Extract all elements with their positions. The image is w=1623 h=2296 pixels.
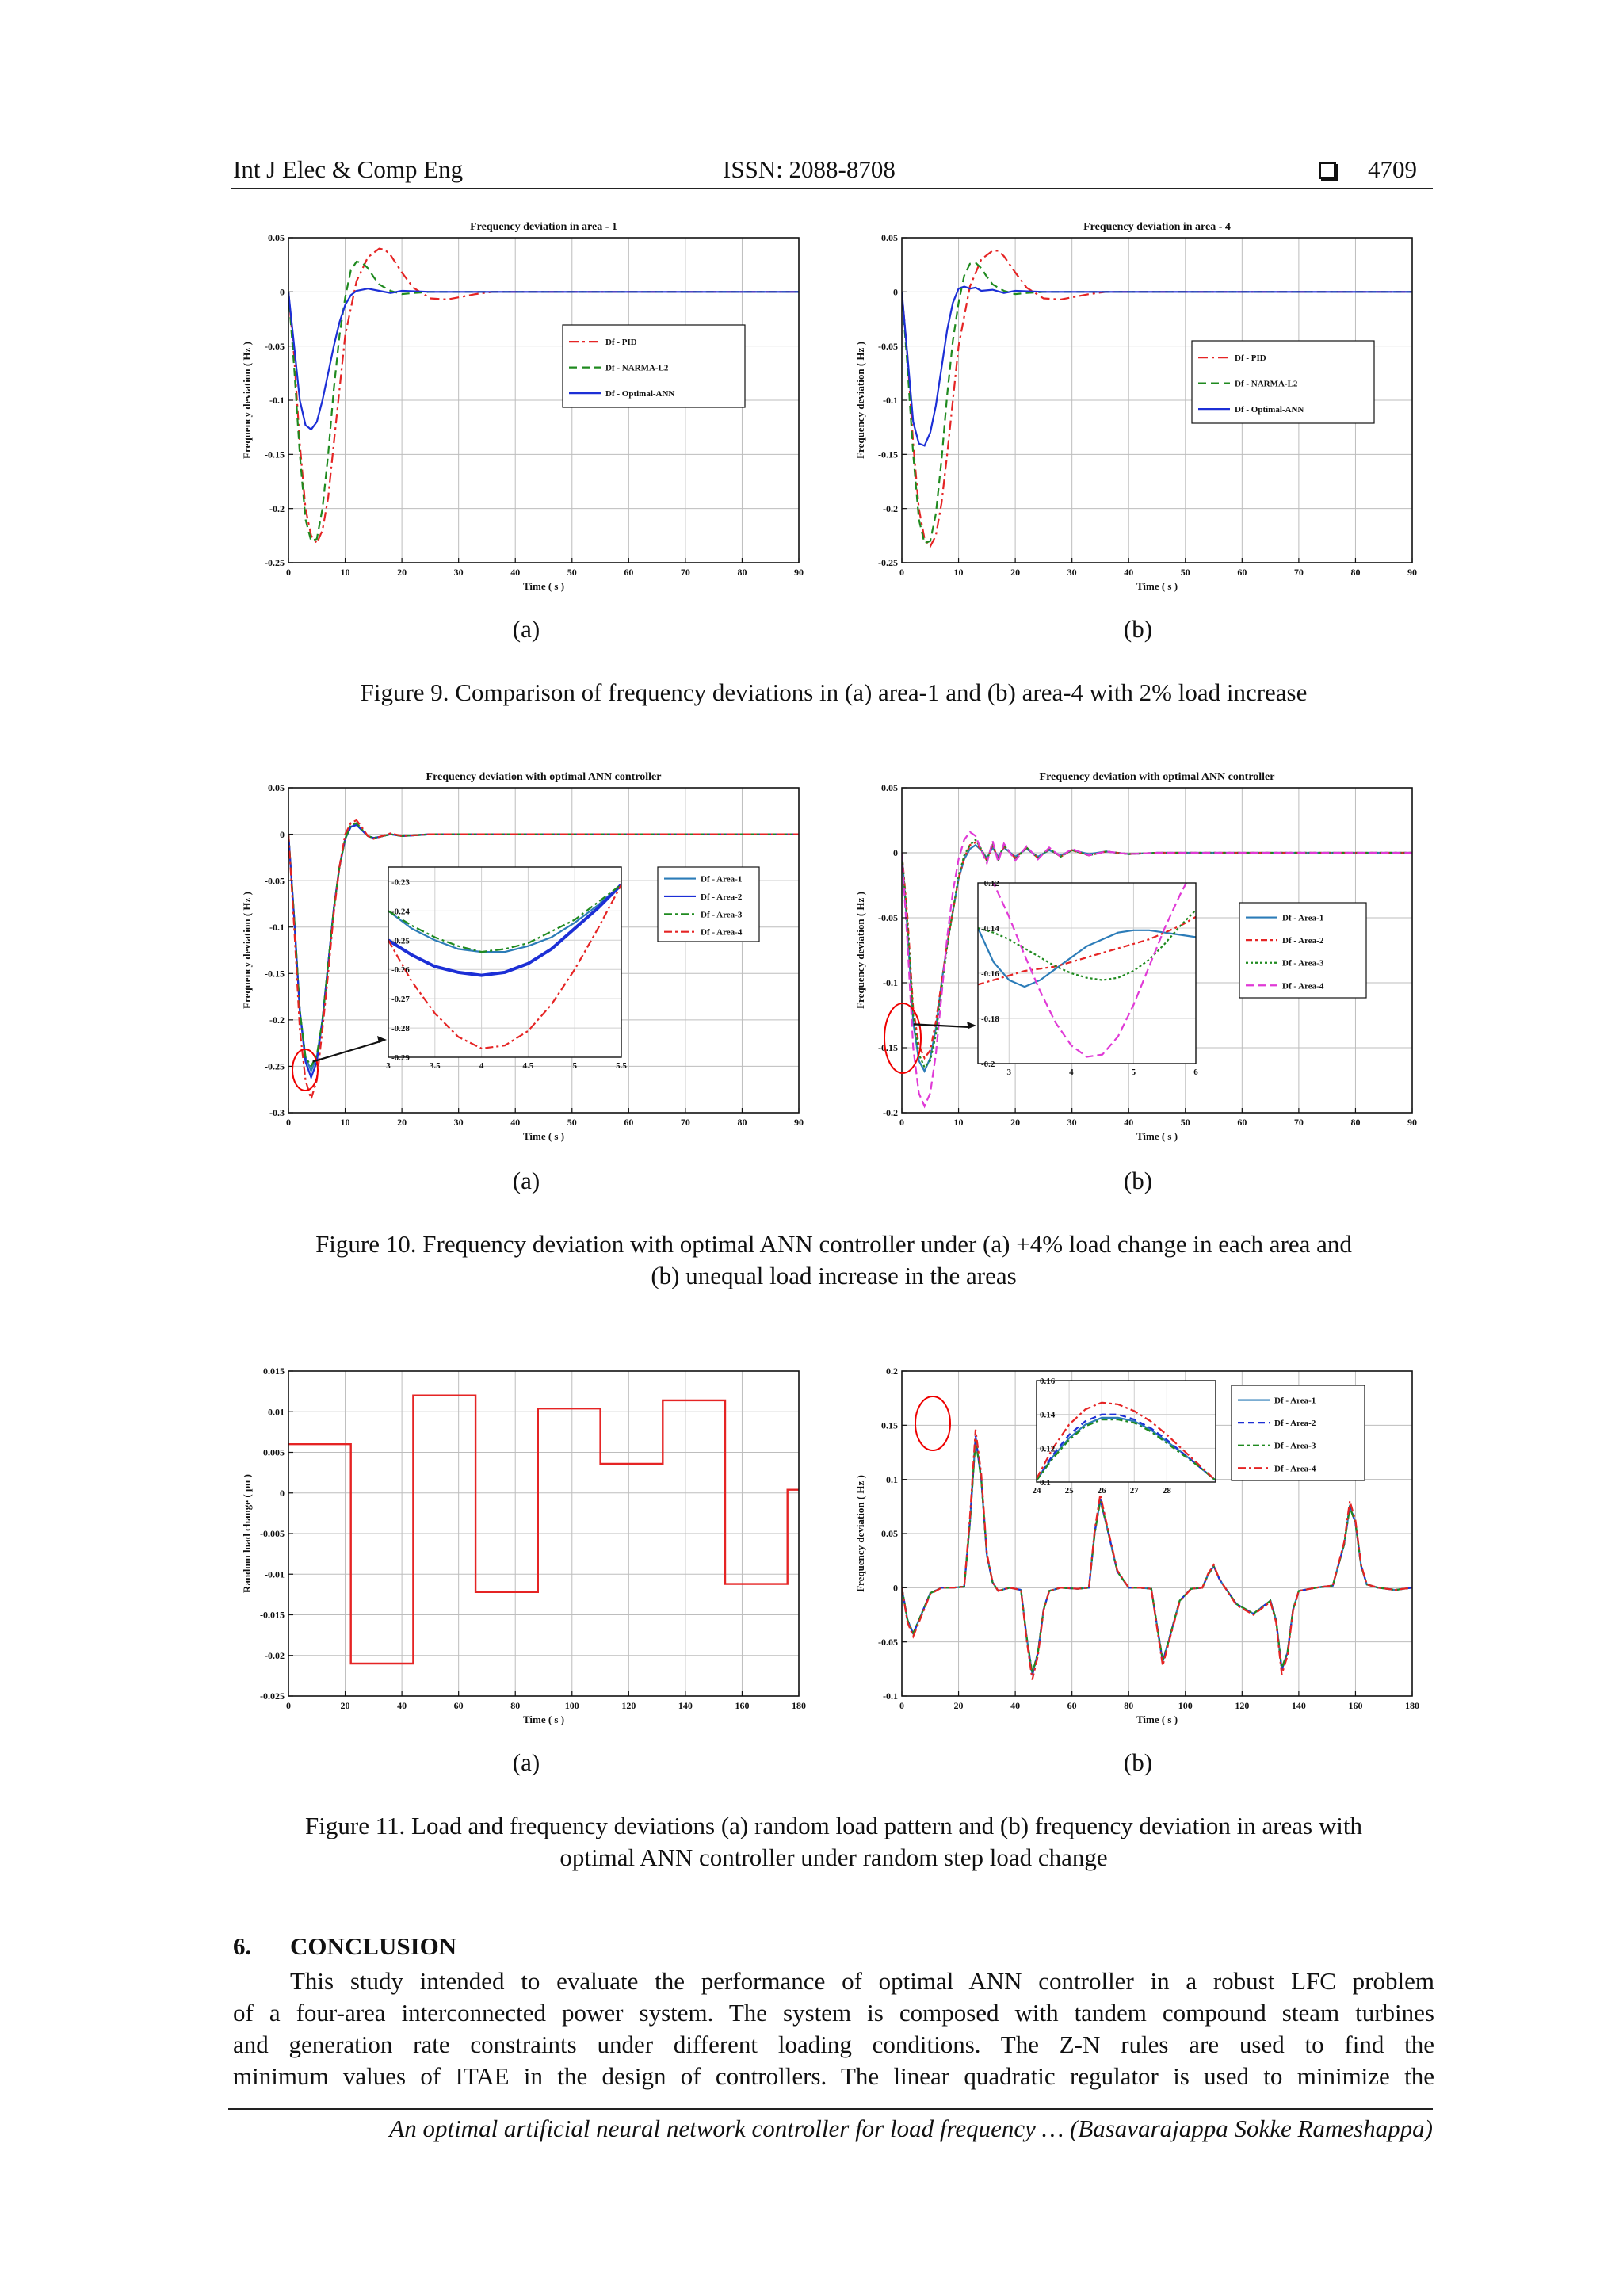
section-number: 6. bbox=[233, 1932, 252, 1960]
x-tick-label: 10 bbox=[953, 1117, 964, 1128]
x-tick-label: 60 bbox=[624, 1117, 634, 1128]
y-tick-label: 0 bbox=[280, 286, 285, 298]
inset-y-tick-label: -0.25 bbox=[391, 936, 410, 946]
legend-label: Df - Area-2 bbox=[1282, 936, 1324, 946]
conclusion-line-1: This study intended to evaluate the performance of optimal ANN controller in a robust LFC problem bbox=[290, 1967, 1434, 1995]
x-tick-label: 0 bbox=[899, 1117, 904, 1128]
conclusion-line-2: of a four-area interconnected power system. The system is composed with tandem compound steam turbines bbox=[233, 1999, 1434, 2027]
figure-10b-plot bbox=[851, 764, 1430, 1152]
inset-x-tick-label: 26 bbox=[1097, 1486, 1106, 1496]
x-axis-label: Time ( s ) bbox=[522, 1713, 565, 1725]
y-tick-label: -0.2 bbox=[883, 1107, 898, 1119]
fig9a-svg bbox=[238, 214, 816, 602]
fig10a-svg bbox=[238, 764, 816, 1152]
x-axis-label: Time ( s ) bbox=[522, 580, 565, 592]
figure-11a-label: (a) bbox=[512, 1748, 540, 1776]
y-tick-label: -0.05 bbox=[265, 875, 285, 887]
x-tick-label: 120 bbox=[1235, 1700, 1250, 1711]
chart-title: Frequency deviation with optimal ANN controller bbox=[1039, 771, 1275, 783]
x-tick-label: 100 bbox=[1178, 1700, 1193, 1711]
figure-11-caption-line2: optimal ANN controller under random step load change bbox=[559, 1843, 1108, 1871]
y-tick-label: -0.25 bbox=[265, 1060, 285, 1072]
inset-x-tick-label: 27 bbox=[1129, 1486, 1139, 1496]
running-footer: An optimal artificial neural network controller for load frequency … (Basavarajappa Sokke Rameshappa) bbox=[389, 2115, 1433, 2142]
y-tick-label: 0 bbox=[893, 847, 898, 859]
y-tick-label: -0.2 bbox=[883, 502, 898, 514]
x-tick-label: 0 bbox=[286, 1700, 291, 1711]
x-tick-label: 0 bbox=[286, 1117, 291, 1128]
x-tick-label: 40 bbox=[1010, 1700, 1021, 1711]
x-tick-label: 180 bbox=[792, 1700, 806, 1711]
legend-label: Df - PID bbox=[1235, 353, 1266, 364]
x-tick-label: 60 bbox=[624, 567, 634, 578]
legend-label: Df - NARMA-L2 bbox=[1235, 379, 1298, 389]
x-tick-label: 80 bbox=[1350, 1117, 1361, 1128]
journal-name: Int J Elec & Comp Eng bbox=[233, 155, 464, 183]
chart-title: Frequency deviation with optimal ANN controller bbox=[426, 771, 662, 783]
figure-10-caption-line1: Figure 10. Frequency deviation with optimal ANN controller under (a) +4% load change in each area and bbox=[315, 1230, 1352, 1258]
x-tick-label: 70 bbox=[680, 567, 690, 578]
x-tick-label: 60 bbox=[1067, 1700, 1077, 1711]
y-axis-label: Frequency deviation ( Hz ) bbox=[854, 342, 866, 459]
y-tick-label: -0.25 bbox=[265, 557, 285, 569]
inset-x-tick-label: 3 bbox=[386, 1061, 391, 1071]
figure-11-caption-line1: Figure 11. Load and frequency deviations (a) random load pattern and (b) frequency deviation in areas with bbox=[305, 1812, 1362, 1839]
inset-x-tick-label: 24 bbox=[1032, 1486, 1041, 1496]
conclusion-line-3: and generation rate constraints under different loading conditions. The Z-N rules are used to find the bbox=[233, 2030, 1434, 2058]
legend-label: Df - Area-2 bbox=[1274, 1419, 1316, 1429]
y-tick-label: 0.15 bbox=[881, 1419, 898, 1431]
figure-10a-label: (a) bbox=[512, 1167, 540, 1194]
x-tick-label: 40 bbox=[510, 1117, 521, 1128]
figure-11a-plot bbox=[238, 1347, 816, 1736]
inset-x-tick-label: 5.5 bbox=[616, 1061, 627, 1071]
inset-y-tick-label: -0.26 bbox=[391, 965, 410, 976]
inset-x-tick-label: 6 bbox=[1193, 1068, 1198, 1077]
x-tick-label: 40 bbox=[1124, 1117, 1134, 1128]
inset-x-tick-label: 25 bbox=[1064, 1486, 1074, 1496]
x-tick-label: 50 bbox=[1180, 567, 1190, 578]
figure-11b-label: (b) bbox=[1123, 1748, 1153, 1776]
x-tick-label: 30 bbox=[453, 567, 464, 578]
conclusion-line-4: minimum values of ITAE in the design of controllers. The linear quadratic regulator is used to minimize the bbox=[233, 2062, 1434, 2090]
inset-x-tick-label: 4 bbox=[479, 1061, 484, 1071]
chart-title: Frequency deviation in area - 1 bbox=[470, 221, 617, 233]
y-tick-label: -0.05 bbox=[878, 340, 898, 352]
section-title: CONCLUSION bbox=[290, 1932, 457, 1960]
y-tick-label: 0.05 bbox=[881, 782, 898, 794]
x-tick-label: 30 bbox=[453, 1117, 464, 1128]
y-tick-label: -0.05 bbox=[878, 1636, 898, 1648]
inset-y-tick-label: -0.14 bbox=[981, 924, 999, 934]
figure-10a-plot bbox=[238, 764, 816, 1152]
x-tick-label: 20 bbox=[340, 1700, 350, 1711]
inset-y-tick-label: 0.16 bbox=[1040, 1377, 1056, 1386]
y-tick-label: 0.05 bbox=[268, 232, 285, 244]
x-tick-label: 40 bbox=[1124, 567, 1134, 578]
inset-y-tick-label: -0.23 bbox=[391, 877, 410, 888]
x-axis-label: Time ( s ) bbox=[1136, 1130, 1178, 1142]
legend-label: Df - Area-4 bbox=[1274, 1464, 1316, 1474]
y-tick-label: -0.1 bbox=[269, 395, 285, 407]
inset-x-tick-label: 5 bbox=[1131, 1068, 1136, 1077]
x-tick-label: 50 bbox=[567, 1117, 577, 1128]
y-tick-label: 0 bbox=[893, 1582, 898, 1594]
inset-y-tick-label: 0.1 bbox=[1040, 1478, 1051, 1488]
inset-y-tick-label: 0.14 bbox=[1040, 1410, 1056, 1420]
inset-y-tick-label: -0.16 bbox=[981, 969, 999, 979]
legend-label: Df - Area-1 bbox=[701, 874, 743, 884]
inset-y-tick-label: -0.24 bbox=[391, 907, 410, 917]
figure-9a-label: (a) bbox=[512, 615, 540, 643]
y-tick-label: 0 bbox=[280, 1487, 285, 1499]
x-tick-label: 50 bbox=[567, 567, 577, 578]
x-tick-label: 100 bbox=[564, 1700, 579, 1711]
y-tick-label: -0.15 bbox=[265, 449, 285, 460]
inset-y-tick-label: -0.28 bbox=[391, 1024, 410, 1034]
x-tick-label: 70 bbox=[680, 1117, 690, 1128]
x-tick-label: 90 bbox=[1407, 1117, 1417, 1128]
inset-x-tick-label: 4 bbox=[1069, 1068, 1074, 1077]
y-tick-label: -0.3 bbox=[269, 1107, 285, 1119]
legend-label: Df - Optimal-ANN bbox=[1235, 405, 1304, 415]
x-tick-label: 160 bbox=[1348, 1700, 1363, 1711]
inset-y-tick-label: 0.12 bbox=[1040, 1444, 1056, 1454]
y-tick-label: -0.1 bbox=[269, 921, 285, 933]
x-tick-label: 20 bbox=[397, 1117, 407, 1128]
x-tick-label: 80 bbox=[737, 567, 747, 578]
x-tick-label: 160 bbox=[735, 1700, 750, 1711]
inset-y-tick-label: -0.12 bbox=[981, 879, 999, 888]
y-tick-label: -0.1 bbox=[883, 977, 898, 989]
x-tick-label: 70 bbox=[1293, 1117, 1304, 1128]
legend-label: Df - PID bbox=[605, 338, 637, 348]
inset-x-tick-label: 28 bbox=[1162, 1486, 1171, 1496]
zoom-region-circle bbox=[915, 1396, 950, 1450]
x-tick-label: 60 bbox=[453, 1700, 464, 1711]
y-tick-label: 0 bbox=[893, 286, 898, 298]
x-tick-label: 20 bbox=[397, 567, 407, 578]
figure-9-caption: Figure 9. Comparison of frequency deviations in (a) area-1 and (b) area-4 with 2% load increase bbox=[360, 678, 1308, 706]
fig11b-svg bbox=[851, 1347, 1430, 1736]
checkbox-square-icon bbox=[1319, 162, 1336, 179]
y-tick-label: -0.1 bbox=[883, 395, 898, 407]
x-tick-label: 90 bbox=[794, 567, 804, 578]
y-tick-label: 0.05 bbox=[881, 232, 898, 244]
y-tick-label: 0.2 bbox=[886, 1366, 898, 1377]
inset-y-tick-label: -0.18 bbox=[981, 1014, 999, 1024]
inset-x-tick-label: 3.5 bbox=[429, 1061, 441, 1071]
y-tick-label: -0.25 bbox=[878, 557, 898, 569]
figure-11b-plot bbox=[851, 1347, 1430, 1736]
x-tick-label: 180 bbox=[1405, 1700, 1419, 1711]
figure-9b-label: (b) bbox=[1123, 615, 1153, 643]
legend-label: Df - NARMA-L2 bbox=[605, 363, 669, 373]
legend-label: Df - Area-1 bbox=[1282, 913, 1324, 923]
series-line-1 bbox=[288, 1396, 799, 1664]
x-tick-label: 90 bbox=[1407, 567, 1417, 578]
x-tick-label: 40 bbox=[397, 1700, 407, 1711]
x-tick-label: 90 bbox=[794, 1117, 804, 1128]
x-tick-label: 0 bbox=[286, 567, 291, 578]
inset-y-tick-label: -0.29 bbox=[391, 1053, 410, 1063]
y-tick-label: 0.01 bbox=[268, 1406, 285, 1418]
legend-label: Df - Area-4 bbox=[1282, 981, 1324, 991]
x-axis-label: Time ( s ) bbox=[1136, 580, 1178, 592]
y-tick-label: 0.05 bbox=[881, 1528, 898, 1540]
x-tick-label: 120 bbox=[621, 1700, 636, 1711]
x-tick-label: 30 bbox=[1067, 1117, 1077, 1128]
y-tick-label: 0 bbox=[280, 828, 285, 840]
x-tick-label: 20 bbox=[1010, 1117, 1021, 1128]
x-tick-label: 80 bbox=[1350, 567, 1361, 578]
x-tick-label: 30 bbox=[1067, 567, 1077, 578]
y-tick-label: 0.015 bbox=[263, 1366, 285, 1377]
y-tick-label: -0.15 bbox=[878, 1042, 898, 1054]
inset-x-tick-label: 5 bbox=[572, 1061, 577, 1071]
x-tick-label: 80 bbox=[510, 1700, 521, 1711]
legend-label: Df - Area-1 bbox=[1274, 1396, 1316, 1406]
legend-label: Df - Area-3 bbox=[1282, 958, 1324, 968]
x-tick-label: 140 bbox=[678, 1700, 693, 1711]
x-tick-label: 20 bbox=[953, 1700, 964, 1711]
y-tick-label: -0.05 bbox=[878, 912, 898, 924]
y-axis-label: Frequency deviation ( Hz ) bbox=[241, 892, 253, 1009]
x-tick-label: 10 bbox=[340, 567, 350, 578]
y-tick-label: 0.005 bbox=[263, 1446, 285, 1458]
fig10b-svg bbox=[851, 764, 1430, 1152]
y-tick-label: -0.2 bbox=[269, 502, 285, 514]
legend-label: Df - Area-4 bbox=[701, 927, 743, 938]
fig9b-svg bbox=[851, 214, 1430, 602]
x-tick-label: 80 bbox=[1124, 1700, 1134, 1711]
legend-label: Df - Optimal-ANN bbox=[605, 389, 675, 399]
legend-label: Df - Area-3 bbox=[1274, 1441, 1316, 1451]
y-tick-label: -0.015 bbox=[260, 1609, 285, 1621]
fig11a-svg bbox=[238, 1347, 816, 1736]
x-tick-label: 20 bbox=[1010, 567, 1021, 578]
x-tick-label: 60 bbox=[1237, 567, 1247, 578]
inset-y-tick-label: -0.2 bbox=[981, 1060, 995, 1069]
inset-x-tick-label: 3 bbox=[1006, 1068, 1012, 1077]
zoom-arrow bbox=[313, 1041, 380, 1062]
legend-label: Df - Area-2 bbox=[701, 892, 743, 902]
y-tick-label: -0.05 bbox=[265, 340, 285, 352]
zoom-arrow-head bbox=[377, 1036, 387, 1043]
y-tick-label: 0.1 bbox=[886, 1473, 898, 1485]
y-axis-label: Random load change ( pu ) bbox=[241, 1474, 253, 1593]
figure-10b-label: (b) bbox=[1123, 1167, 1153, 1194]
x-tick-label: 10 bbox=[953, 567, 964, 578]
header-rule bbox=[231, 188, 1433, 189]
zoom-arrow-head bbox=[967, 1022, 976, 1029]
x-tick-label: 60 bbox=[1237, 1117, 1247, 1128]
x-tick-label: 40 bbox=[510, 567, 521, 578]
x-tick-label: 140 bbox=[1291, 1700, 1306, 1711]
y-tick-label: -0.005 bbox=[260, 1528, 285, 1540]
y-tick-label: -0.1 bbox=[883, 1690, 898, 1702]
y-tick-label: -0.15 bbox=[265, 968, 285, 980]
issn: ISSN: 2088-8708 bbox=[723, 155, 896, 183]
zoom-arrow bbox=[914, 1024, 970, 1027]
page-number-block bbox=[1319, 155, 1417, 184]
y-tick-label: -0.02 bbox=[265, 1649, 285, 1661]
x-tick-label: 50 bbox=[1180, 1117, 1190, 1128]
y-axis-label: Frequency deviation ( Hz ) bbox=[854, 1475, 866, 1592]
x-tick-label: 0 bbox=[899, 1700, 904, 1711]
y-tick-label: -0.01 bbox=[265, 1568, 285, 1580]
chart-title: Frequency deviation in area - 4 bbox=[1083, 221, 1231, 233]
inset-y-tick-label: -0.27 bbox=[391, 995, 410, 1005]
y-tick-label: 0.05 bbox=[268, 782, 285, 794]
footer-rule bbox=[228, 2108, 1433, 2110]
inset-x-tick-label: 4.5 bbox=[522, 1061, 534, 1071]
x-tick-label: 80 bbox=[737, 1117, 747, 1128]
x-axis-label: Time ( s ) bbox=[522, 1130, 565, 1142]
x-tick-label: 0 bbox=[899, 567, 904, 578]
y-tick-label: -0.2 bbox=[269, 1014, 285, 1026]
page-number: 4709 bbox=[1368, 155, 1417, 183]
legend-label: Df - Area-3 bbox=[701, 910, 743, 920]
y-axis-label: Frequency deviation ( Hz ) bbox=[854, 892, 866, 1009]
y-axis-label: Frequency deviation ( Hz ) bbox=[241, 342, 253, 459]
x-axis-label: Time ( s ) bbox=[1136, 1713, 1178, 1725]
y-tick-label: -0.025 bbox=[260, 1690, 285, 1702]
conclusion-paragraph bbox=[233, 1966, 1434, 2092]
figure-10-caption-line2: (b) unequal load increase in the areas bbox=[651, 1262, 1017, 1289]
figure-9a-plot bbox=[238, 214, 816, 602]
figure-9b-plot bbox=[851, 214, 1430, 602]
y-tick-label: -0.15 bbox=[878, 449, 898, 460]
x-tick-label: 10 bbox=[340, 1117, 350, 1128]
x-tick-label: 70 bbox=[1293, 567, 1304, 578]
